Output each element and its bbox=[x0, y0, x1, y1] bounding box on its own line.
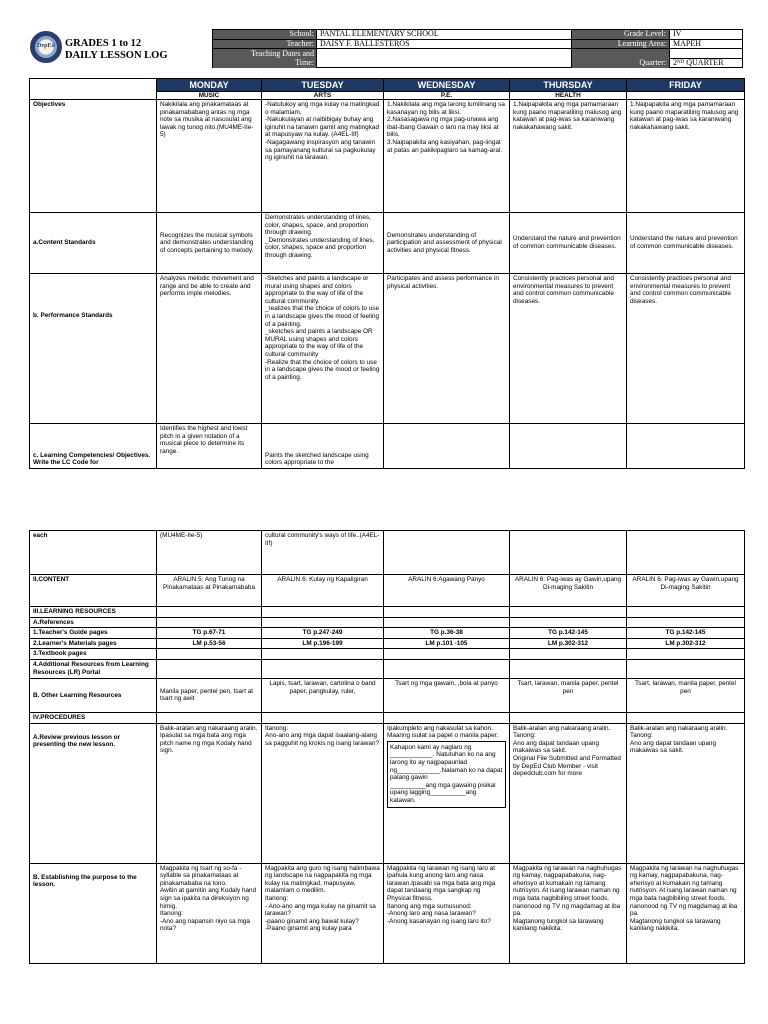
row-learning-competencies: c. Learning Competencies/ Objectives. Write the LC Code for Identifies the highest and lowst pitch in a given notation of a musical piece to determine its range. Paints the sketched landscape using colors appropriate to the bbox=[30, 424, 745, 469]
teacher-value: DAISY F. BALLESTEROS bbox=[316, 40, 571, 49]
title-line-2: DAILY LESSON LOG bbox=[65, 50, 168, 61]
row-each: each (MU4ME-IIe-5) cultural community's ways of life..(A4EL-IIf) bbox=[30, 531, 745, 575]
row-additional-resources: 4.Additional Resources from Learning Resources (LR) Portal bbox=[30, 659, 745, 678]
row-learners-materials: 2.Learner's Materials pages LM p.53-56 LM p.196-199 LM p.101 -105 LM p.302-312 LM p.302-312 bbox=[30, 638, 745, 649]
row-other-resources: B. Other Learning Resources Manila paper, pentel pen, tsart at tsart ng awit Lapis, tsart, larawan, cartolina o band paper, pangkulay, ruler, Tsart ng mga gawain, ,bola at panyo Tsart, larawan, manila paper, pentel pen Tsart, larawan, manila paper, pentel pen bbox=[30, 678, 745, 712]
title-line-1: GRADES 1 to 12 bbox=[65, 38, 142, 49]
area-label: Learning Area: bbox=[571, 40, 669, 49]
school-value: PANTAL ELEMENTARY SCHOOL bbox=[316, 30, 571, 39]
fill-in-box bbox=[387, 741, 506, 808]
subject-health: HEALTH bbox=[510, 92, 627, 100]
day-friday: FRIDAY bbox=[627, 79, 745, 92]
day-monday: MONDAY bbox=[157, 79, 262, 92]
row-references: A.References bbox=[30, 617, 745, 628]
subject-music: MUSIC bbox=[157, 92, 262, 100]
subject-friday bbox=[627, 92, 745, 100]
row-performance-standards: b. Performance Standards Analyzes melodic movement and range and be able to create and performs imple melodies. -Sketches and paints a landscape or mural using shapes and colors appropriate to the way of life of the cultural community. _realizes that the choice of colors to use in a landscape gives the mood of feeling of a painting. _sketches and paints a landscape OR MURAL using shapes and colors appropriate to the way of life of the cultural community -Realize that the choice of colors to use in a landscape gives the mood or feeling of a painting. Participates and assess performance in physical activities. Consistently practices personal and environmental measures to prevent and control common communicable diseases. Consistently practices personal and environmental measures to prevent and control common communicable diseases. bbox=[30, 274, 745, 424]
review-instruction: Ipakumpleto ang nakasulat sa kahon. Maaring isulat sa papel o manila paper. bbox=[387, 724, 499, 740]
lesson-table-page-1 bbox=[29, 78, 745, 469]
wednesday-review-cell bbox=[384, 723, 510, 863]
area-value: MAPEH bbox=[669, 40, 742, 49]
fill-in-text-2: __________ang mga gawaing pisikal upang lagging__________ang katawan. bbox=[390, 781, 496, 804]
row-content-standards: a.Content Standards Recognizes the musical symbols and demonstrates understanding of concepts pertaining to melody. Demonstrates understanding of lines, color, shapes, space, and proportion through drawing. _Demonstrates understanding of lines, color, shapes, space and proportion through drawing. Demonstrates understanding of participation and assessment of physical activities and physical fitness. Understand the nature and prevention of common communicable diseases. Understand the nature and prevention of common communicable diseases. bbox=[30, 213, 745, 274]
subject-pe: P.E. bbox=[384, 92, 510, 100]
document-title bbox=[65, 38, 168, 62]
dates-label: Teaching Dates and Time: bbox=[213, 49, 316, 68]
subject-arts: ARTS bbox=[262, 92, 384, 100]
quarter-value: 2ND QUARTER bbox=[669, 59, 742, 69]
deped-seal-icon: DepEd bbox=[30, 31, 62, 63]
row-content: II.CONTENT ARALIN 5: Ang Tunog na Pinakamataas at Pinakamababa ARALIN 6: Kulay ng Kapaligiran ARALIN 6:Agawang Panyo ARALIN 6: Pag-iwas ay Gawin,upang Di-maging Sakitin ARALIN 6: Pag-iwas ay Gawin,upang Di-maging Sakitin bbox=[30, 575, 745, 607]
school-label: School: bbox=[213, 30, 316, 39]
info-box bbox=[212, 29, 743, 68]
teacher-label: Teacher: bbox=[213, 40, 316, 49]
fill-in-text-1: Kahapon kami ay naglaro ng ____________. Natutuhan ko na ang larong ito ay nagpapaunlad ng____________.Nalaman ko na dapat palang gawin bbox=[390, 743, 503, 782]
row-establishing-purpose: B. Establishing the purpose to the lesson. Magpakita ng tsart ng so-fa -syllable sa pinakamataas at pinakamababa na tono. Awitin at gamitin ang Kodaly hand sign sa ipakita na direksiyon ng himig. Itanong: -Ano ang napansin niyo sa mga nota? Magpakita ang guro ng isang halimbawa ng landscape na nagpapakita ng mga kulay na matingkad, mapusyaw, malamlam o medilim. Itanong: - Ano-ano ang mga kulay na ginamit sa larawan? -paano ginamit ang bawat kulay? -Paano ginamit ang kulay para Magpakita ng larawan ng isang laro at ipahula kung anong laro ang nasa larawan.Ipasabi sa mga bata ang mga dapat tandaang mga sangkap ng Physical fitness. Itanong ang mga sumusunod: -Anong laro ang nasa larawan? -Anong kasanayan ng isang laro ito? Magpakita ng larawan na naghuhugas ng kamay, nagpapabakuna, nag-eherisyo at kumakain ng tamang nutrisyon. At isang larawan naman ng mga bata nagbibiling street foods, nanonood ng TV ng magdamag at iba pa. Magtanong tungkol sa larawang kanilang nakikita. Magpakita ng larawan na naghuhugas ng kamay, nagpapabakuna, nag-eherisyo at kumakain ng tamang nutrisyon. At isang larawan naman ng mga bata nagbibiling street foods, nanonood ng TV ng magdamag at iba pa. Magtanong tungkol sa larawang kanilang nakikita. bbox=[30, 863, 745, 963]
lesson-table-page-2 bbox=[29, 530, 745, 964]
day-thursday: THURSDAY bbox=[510, 79, 627, 92]
info-row-teacher bbox=[213, 40, 742, 50]
row-teachers-guide: 1.Teacher's Guide pages TG p.67-71 TG p.247-249 TG p.36-38 TG p.142-145 TG p.142-145 bbox=[30, 628, 745, 639]
row-objectives: Objectives Nakikilala ang pinakamataas at pinakamababang antas ng mga note sa musika at nasusulat ang lawak ng tunog nito.(MU4ME-IIe-5) -Natutukoy ang mga kulay na matingkad o malamlam. -Nakukulayan at naibibigay buhay ang iginuhit na tanawin gamit ang matingkad at mapusyaw na kulay. (A4EL-IIf) -Nagagawang inspirasyon ang tanawin sa pamayanang kultural sa pagkukulay ng iginuhit na larawan. 1.Nakikilala ang mga larong lumilinang sa kasanayan ng bilis at liksi. 2.Nasasagawa ng mga pag-unawa ang ibat-ibang Gawain o laro na may liksi at bilis. 3.Naipapakita ang kasiyahan, pag-iingat at patas an pakikipaglaro sa kamag-aral. 1.Naipapakita ang mga pamamaraan kung paano maparatiling malusog ang katawan at pag-iwas sa karaniwang nakakahawang sakit. 1.Naipapakita ang mga pamamaraan kung paano maparatiling malusog ang katawan at pag-iwas sa karaniwang nakakahawang sakit. bbox=[30, 100, 745, 213]
row-review: A.Review previous lesson or presenting the new lesson. Balik-aralan ang nakaraang aralin. Ipasulat sa mga bata ang mga pitch name ng mga Kodaly hand sign. Itanong: Ano-ano ang mga dapat isaalang-alang sa pagguhit ng krokis ng isang larawan? Ipakumpleto ang nakasulat sa kahon. Maaring isulat sa papel o manila paper. Kahapon kami ay naglaro ng ____________. Natutuhan ko na ang larong ito ay nagpapaunlad ng____________.Nalaman ko na dapat palang gawin __________ang mga gawaing pisikal upang lagging__________ang katawan. Balik-aralan ang nakaraang aralin. Tanong: Ano ang dapat tandaan upang makaiwas sa sakit. Original File Submitted and Formatted by DepEd Club Member - visit depedclub.com for more Balik-aralan ang nakaraang aralin. Tanong: Ano ang dapat tandaan upang makaiwas sa sakit. bbox=[30, 723, 745, 863]
day-tuesday: TUESDAY bbox=[262, 79, 384, 92]
row-textbook: 3.Textbook pages bbox=[30, 649, 745, 660]
quarter-label: Quarter: bbox=[571, 59, 669, 69]
grade-value: IV bbox=[669, 30, 742, 39]
lesson-log-header bbox=[29, 29, 744, 68]
day-wednesday: WEDNESDAY bbox=[384, 79, 510, 92]
row-learning-resources: III.LEARNING RESOURCES bbox=[30, 607, 745, 618]
info-row-dates bbox=[213, 49, 742, 68]
dates-value bbox=[316, 49, 571, 68]
row-procedures: IV.PROCEDURES bbox=[30, 712, 745, 723]
grade-label: Grade Level: bbox=[571, 30, 669, 39]
